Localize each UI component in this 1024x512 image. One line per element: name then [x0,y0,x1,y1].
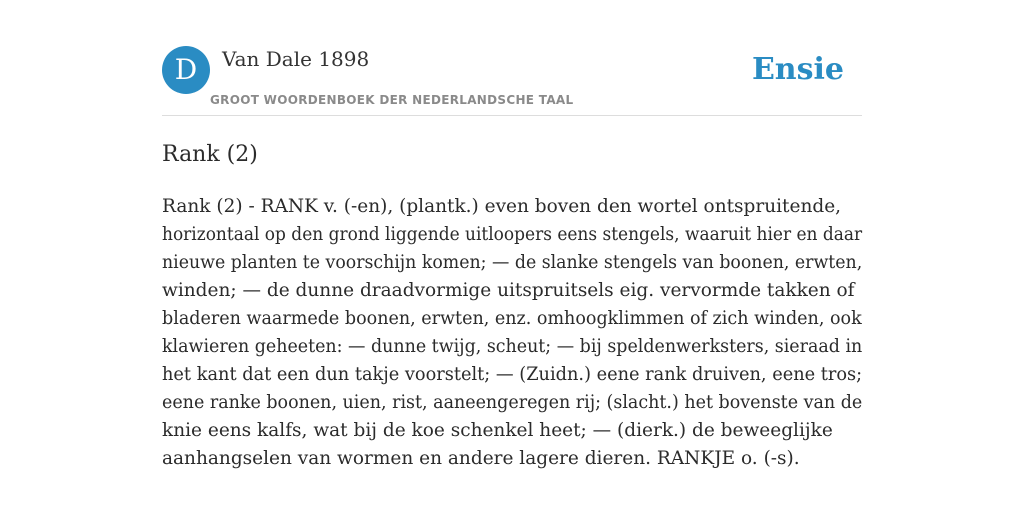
page-header [162,46,862,116]
source-title[interactable]: Van Dale 1898 [222,47,370,71]
entry-title: Rank (2) [162,142,258,167]
definition-line: het kant dat een dun takje voorstelt; — (Zuidn.) eene rank druiven, eene tros; [162,364,863,385]
source-subtitle: GROOT WOORDENBOEK DER NEDERLANDSCHE TAAL [210,93,574,107]
definition-line: Rank (2) - RANK v. (-en), (plantk.) even boven den wortel ontspruitende, [162,196,842,217]
definition-line: knie eens kalfs, wat bij de koe schenkel heet; — (dierk.) de beweeglijke [162,420,833,441]
ensie-logo[interactable]: Ensie [751,52,844,87]
definition-line: eene ranke boonen, uien, rist, aaneengeregen rij; (slacht.) het bovenste van de [162,392,863,413]
definition-line: horizontaal op den grond liggende uitloopers eens stengels, waaruit hier en daar [162,224,863,245]
definition-line: aanhangselen van wormen en andere lagere dieren. RANKJE o. (-s). [162,448,800,469]
definition-line: bladeren waarmede boonen, erwten, enz. omhoogklimmen of zich winden, ook [162,308,862,329]
definition-line: nieuwe planten te voorschijn komen; — de slanke stengels van boonen, erwten, [162,252,863,273]
source-avatar: D [162,46,210,94]
definition-line: klawieren geheeten: — dunne twijg, scheut; — bij speldenwerksters, sieraad in [162,336,863,357]
definition-line: winden; — de dunne draadvormige uitspruitsels eig. vervormde takken of [162,280,855,301]
entry-definition [162,193,862,473]
